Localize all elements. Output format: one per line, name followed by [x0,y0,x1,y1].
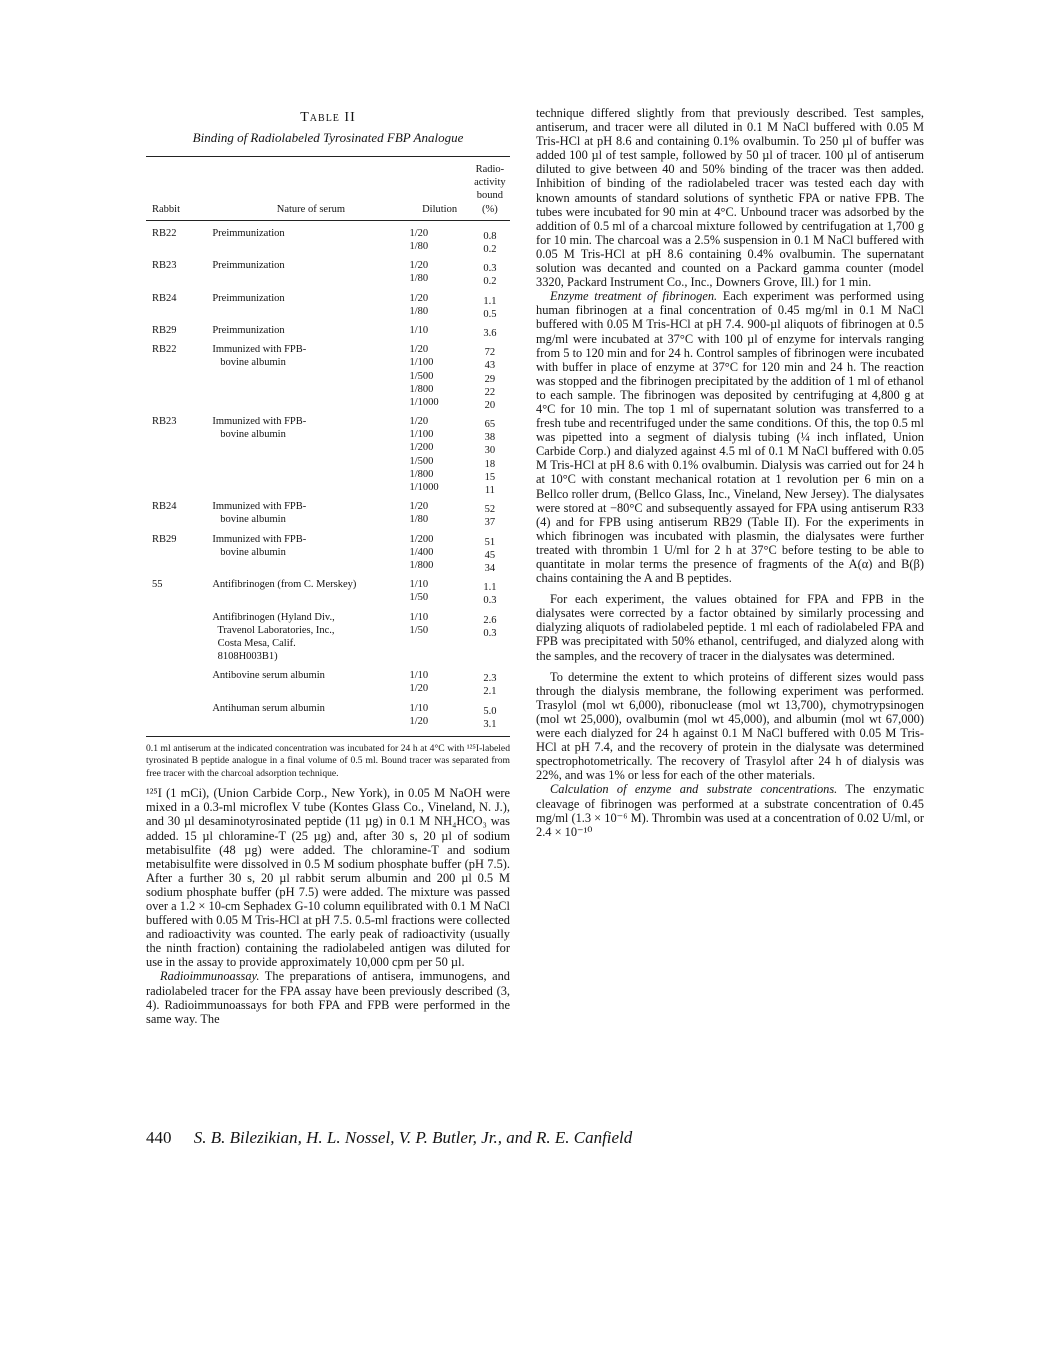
rabbit-cell: RB23 [152,260,177,272]
rabbit-cell: RB24 [152,292,177,304]
paragraph-technique: technique differed slightly from that previously described. Test samples, antiserum, and tracer were all diluted in 0.1 M NaCl buffered with 0.05 M Tris-HCl at pH 8.6 and containing 0.1% ovalbumin. To 250 µl of buffer was added 100 µl of test sample, followed by 50 µl of tracer. 100 µl of antiserum diluted to give between 40 and 50% binding of the tracer was then added. Inhibition of binding of the radiolabeled tracer was tested each day with known amounts of standard solutions of synthetic FPA or native FPB. The tubes were incubated for 90 min at 4°C. Unbound tracer was adsorbed by the addition of 0.5 ml of a charcoal mixture followed by centrifugation at 1,700 g for 10 min. The charcoal was a 2.5% suspension in 0.1 M NaCl buffered with 0.05 M Tris-HCl at pH 8.6 containing 0.4% ovalbumin. The supernatant solution was decanted and counted on a Packard gamma counter (model 3320, Packard Instrument Co., Inc., Downers Grove, Ill.) for 1 min. [536,106,924,290]
nature-cell: Preimmunization [212,324,285,336]
paragraph-dialysis-membrane: To determine the extent to which proteins of different sizes would pass through the dialysis membrane, the following experiment was performed. Trasylol (mol wt 6,000), ribonuclease (mol wt 13,700), chymotrypsinogen (mol wt 25,000), ovalbumin (mol wt 45,000), and albumin (mol wt 67,000) were each dialyzed for 24 h against 0.1 M NaCl buffered with 0.05 M Tris-HCl at pH 7.4, and the recovery of protein in the dialysate was determined spectrophotometrically. The recovery of Trasylol after 24 h of dialysis was 22%, and was 1% or less for each of the other materials. [536,669,924,783]
nature-cell: Preimmunization [212,260,285,272]
nature-cell: Immunized with FPB- bovine albumin [212,416,307,441]
dilution-cell: 1/10 [409,324,429,336]
dilution-cell: 1/10 1/50 [409,579,429,604]
radioactivity-cell: 5.0 3.1 [483,705,497,730]
rabbit-cell: 55 [152,579,163,591]
rabbit-cell: RB22 [152,227,177,239]
nature-cell: Antihuman serum albumin [212,702,325,714]
dilution-cell: 1/20 1/80 [409,501,429,526]
rabbit-cell [146,696,206,728]
paragraph-calculation: Calculation of enzyme and substrate concentrations. The enzymatic cleavage of fibrinogen was performed at a substrate concentration of 0.45 mg/ml (1.3 × 10⁻⁶ M). Thrombin was used at a concentration of 0.02 U/ml, or 2.4 × 10⁻¹⁰ [536,782,924,839]
rabbit-cell: RB22 [152,344,177,356]
rabbit-cell [146,663,206,695]
radioactivity-cell: 52 37 [484,504,496,529]
radioactivity-cell: 72 43 29 22 20 [484,347,496,411]
radioactivity-cell: 2.3 2.1 [483,673,497,698]
radioactivity-cell: 1.1 0.3 [483,582,497,607]
left-column [146,110,510,1026]
table-bottom-rule [146,736,510,737]
table-row [146,696,510,728]
dilution-cell: 1/20 1/100 1/500 1/800 1/1000 [409,344,439,408]
table-row [146,663,510,695]
paragraph-iodination: ¹²⁵I (1 mCi), (Union Carbide Corp., New York), in 0.05 M NaOH were mixed in a 0.3-ml microflex V tube (Kontes Glass Co., Vineland, N. J.), and 30 µl desaminotyrosinated peptide (11 µg) in 0.1 M NH₄HCO₃ was added. 15 µl chloramine-T (25 µg) and, after 30 s, 20 µl of sodium metabisulfite (48 µg) were added. The chloramine-T and sodium metabisulfite were dissolved in 0.5 M sodium phosphate buffer (pH 7.5). After a further 30 s, 20 µl rabbit serum albumin and 200 µl 0.5 M sodium phosphate buffer (pH 7.5) were added. The mixture was passed over a 1.2 × 10-cm Sephadex G-10 column equilibrated with 0.1 M NaCl buffered with 0.05 M Tris-HCl at pH 7.5. 0.5-ml fractions were collected and radioactivity was counted. The early peak of radioactivity (usually the ninth fraction) containing the radiolabeled antigen was diluted for use in the assay to provide approximately 10,000 cpm per 50 µl. [146,786,510,970]
heading-radioimmunoassay: Radioimmunoassay. [160,969,260,984]
header-radioactivity: Radio- activity bound (%) [474,164,506,215]
table-subtitle: Binding of Radiolabeled Tyrosinated FBP Analogue [192,130,464,145]
table-title: Table II [300,110,356,125]
table-body [146,221,510,728]
nature-cell: Preimmunization [212,292,285,304]
nature-cell: Immunized with FPB- bovine albumin [212,501,307,526]
dilution-cell: 1/20 1/80 [409,227,429,252]
page-number: 440 [146,1128,172,1147]
heading-calculation: Calculation of enzyme and substrate concentrations. [550,782,838,797]
rabbit-cell: RB23 [152,416,177,428]
nature-cell: Immunized with FPB- bovine albumin [212,344,307,369]
table-row [146,221,510,253]
nature-cell: Immunized with FPB- bovine albumin [212,533,307,558]
radioactivity-cell: 65 38 30 18 15 11 [484,419,496,497]
dilution-cell: 1/200 1/400 1/800 [409,533,434,571]
dilution-cell: 1/10 1/20 [409,670,429,695]
dilution-cell: 1/20 1/100 1/200 1/500 1/800 1/1000 [409,416,439,494]
table-row [146,572,510,604]
dilution-cell: 1/20 1/80 [409,260,429,285]
rabbit-cell: RB29 [152,324,177,336]
table-row [146,527,510,573]
radioactivity-cell: 1.1 0.5 [483,295,497,320]
radioactivity-cell: 2.6 0.3 [483,614,497,639]
dilution-cell: 1/10 1/50 [409,611,429,636]
table-footnote: 0.1 ml antiserum at the indicated concentration was incubated for 24 h at 4°C with ¹²⁵I-labeled tyrosinated B peptide analogue in a final volume of 0.5 ml. Bound tracer was separated from free tracer with the charcoal adsorption technique. [146,743,510,779]
table-row [146,605,510,664]
right-column [536,106,924,839]
radioactivity-cell: 51 45 34 [484,536,496,574]
binding-table [146,157,510,728]
header-dilution: Dilution [422,203,458,215]
table-row [146,318,510,337]
radioactivity-cell: 3.6 [483,327,497,339]
table-row [146,286,510,318]
rabbit-cell: RB29 [152,533,177,545]
paragraph-radioimmunoassay: Radioimmunoassay. The preparations of antisera, immunogens, and radiolabeled tracer for the FPA assay have been previously described (3, 4). Radioimmunoassays for both FPA and FPB were performed in the same way. The [146,969,510,1026]
radioactivity-cell: 0.3 0.2 [483,263,497,288]
nature-cell: Preimmunization [212,227,285,239]
author-line: S. B. Bilezikian, H. L. Nossel, V. P. Butler, Jr., and R. E. Canfield [193,1128,633,1147]
dilution-cell: 1/20 1/80 [409,292,429,317]
radioactivity-cell: 0.8 0.2 [483,230,497,255]
rabbit-cell [146,605,206,664]
table-row [146,337,510,409]
paragraph-enzyme-treatment: Enzyme treatment of fibrinogen. Each experiment was performed using human fibrinogen at a final concentration of 0.45 mg/ml in 0.1 M NaCl buffered with 0.05 M Tris-HCl at pH 7.4. 900-µl aliquots of fibrinogen at 0.5 mg/ml were incubated at 37°C with 100 µl of enzyme for intervals ranging from 5 to 120 min and for 24 h. Control samples of fibrinogen were incubated with buffer in place of enzyme at 37°C for 120 min and 24 h. The reaction was stopped and the fibrinogen precipitated by the addition of 1 ml of ethanol to each sample. The fibrinogen was deposited by centrifuging at 4,800 g at 4°C for 10 min. The top 1 ml of supernatant solution was transferred to a fresh tube and recentrifuged under the same conditions. Of this, the top 0.5 ml was pipetted into a segment of dialysis tubing (¼ inch inflated, Union Carbide Corp.) and dialyzed against 4.5 ml of 0.1 M NaCl buffered with 0.05 M Tris-HCl at pH 8.6 with 0.1% ovalbumin. Dialysis was carried out for 24 h at 10°C with constant mechanical rotation at 1 revolution per 6 min on a Bellco roller drum, (Bellco Glass, Inc., Vineland, New Jersey). The dialysates were stored at −80°C and subsequently assayed for FPA using antiserum R33 (4) and for FPB using antiserum RB29 (Table II). For the experiments in which fibrinogen was incubated with plasmin, the dialysates were further treated with thrombin 1 U/ml for 2 h at 37°C before testing to be able to quantitate in molar terms the presence of fragments of the A(α) and B(β) chains containing the A and B peptides. [536,289,924,586]
nature-cell: Antifibrinogen (Hyland Div., Travenol Laboratories, Inc., Costa Mesa, Calif. 8108H003B1) [212,611,335,663]
header-rabbit: Rabbit [152,203,180,215]
table-row [146,494,510,526]
rabbit-cell: RB24 [152,501,177,513]
header-nature: Nature of serum [276,203,345,215]
table-row [146,253,510,285]
heading-enzyme-treatment: Enzyme treatment of fibrinogen. [550,289,718,304]
nature-cell: Antibovine serum albumin [212,670,325,682]
nature-cell: Antifibrinogen (from C. Merskey) [212,579,357,591]
paragraph-correction: For each experiment, the values obtained for FPA and FPB in the dialysates were corrected by a factor obtained by similarly processing and dialyzing aliquots of radiolabeled peptide. 1 ml each of radiolabeled FPA and FPB was precipitated with 50% ethanol, centrifuged, and dialyzed along with the samples, and the recovery of tracer in the dialysates was determined. [536,592,924,663]
dilution-cell: 1/10 1/20 [409,702,429,727]
page-footer [146,1128,926,1148]
table-row [146,409,510,494]
